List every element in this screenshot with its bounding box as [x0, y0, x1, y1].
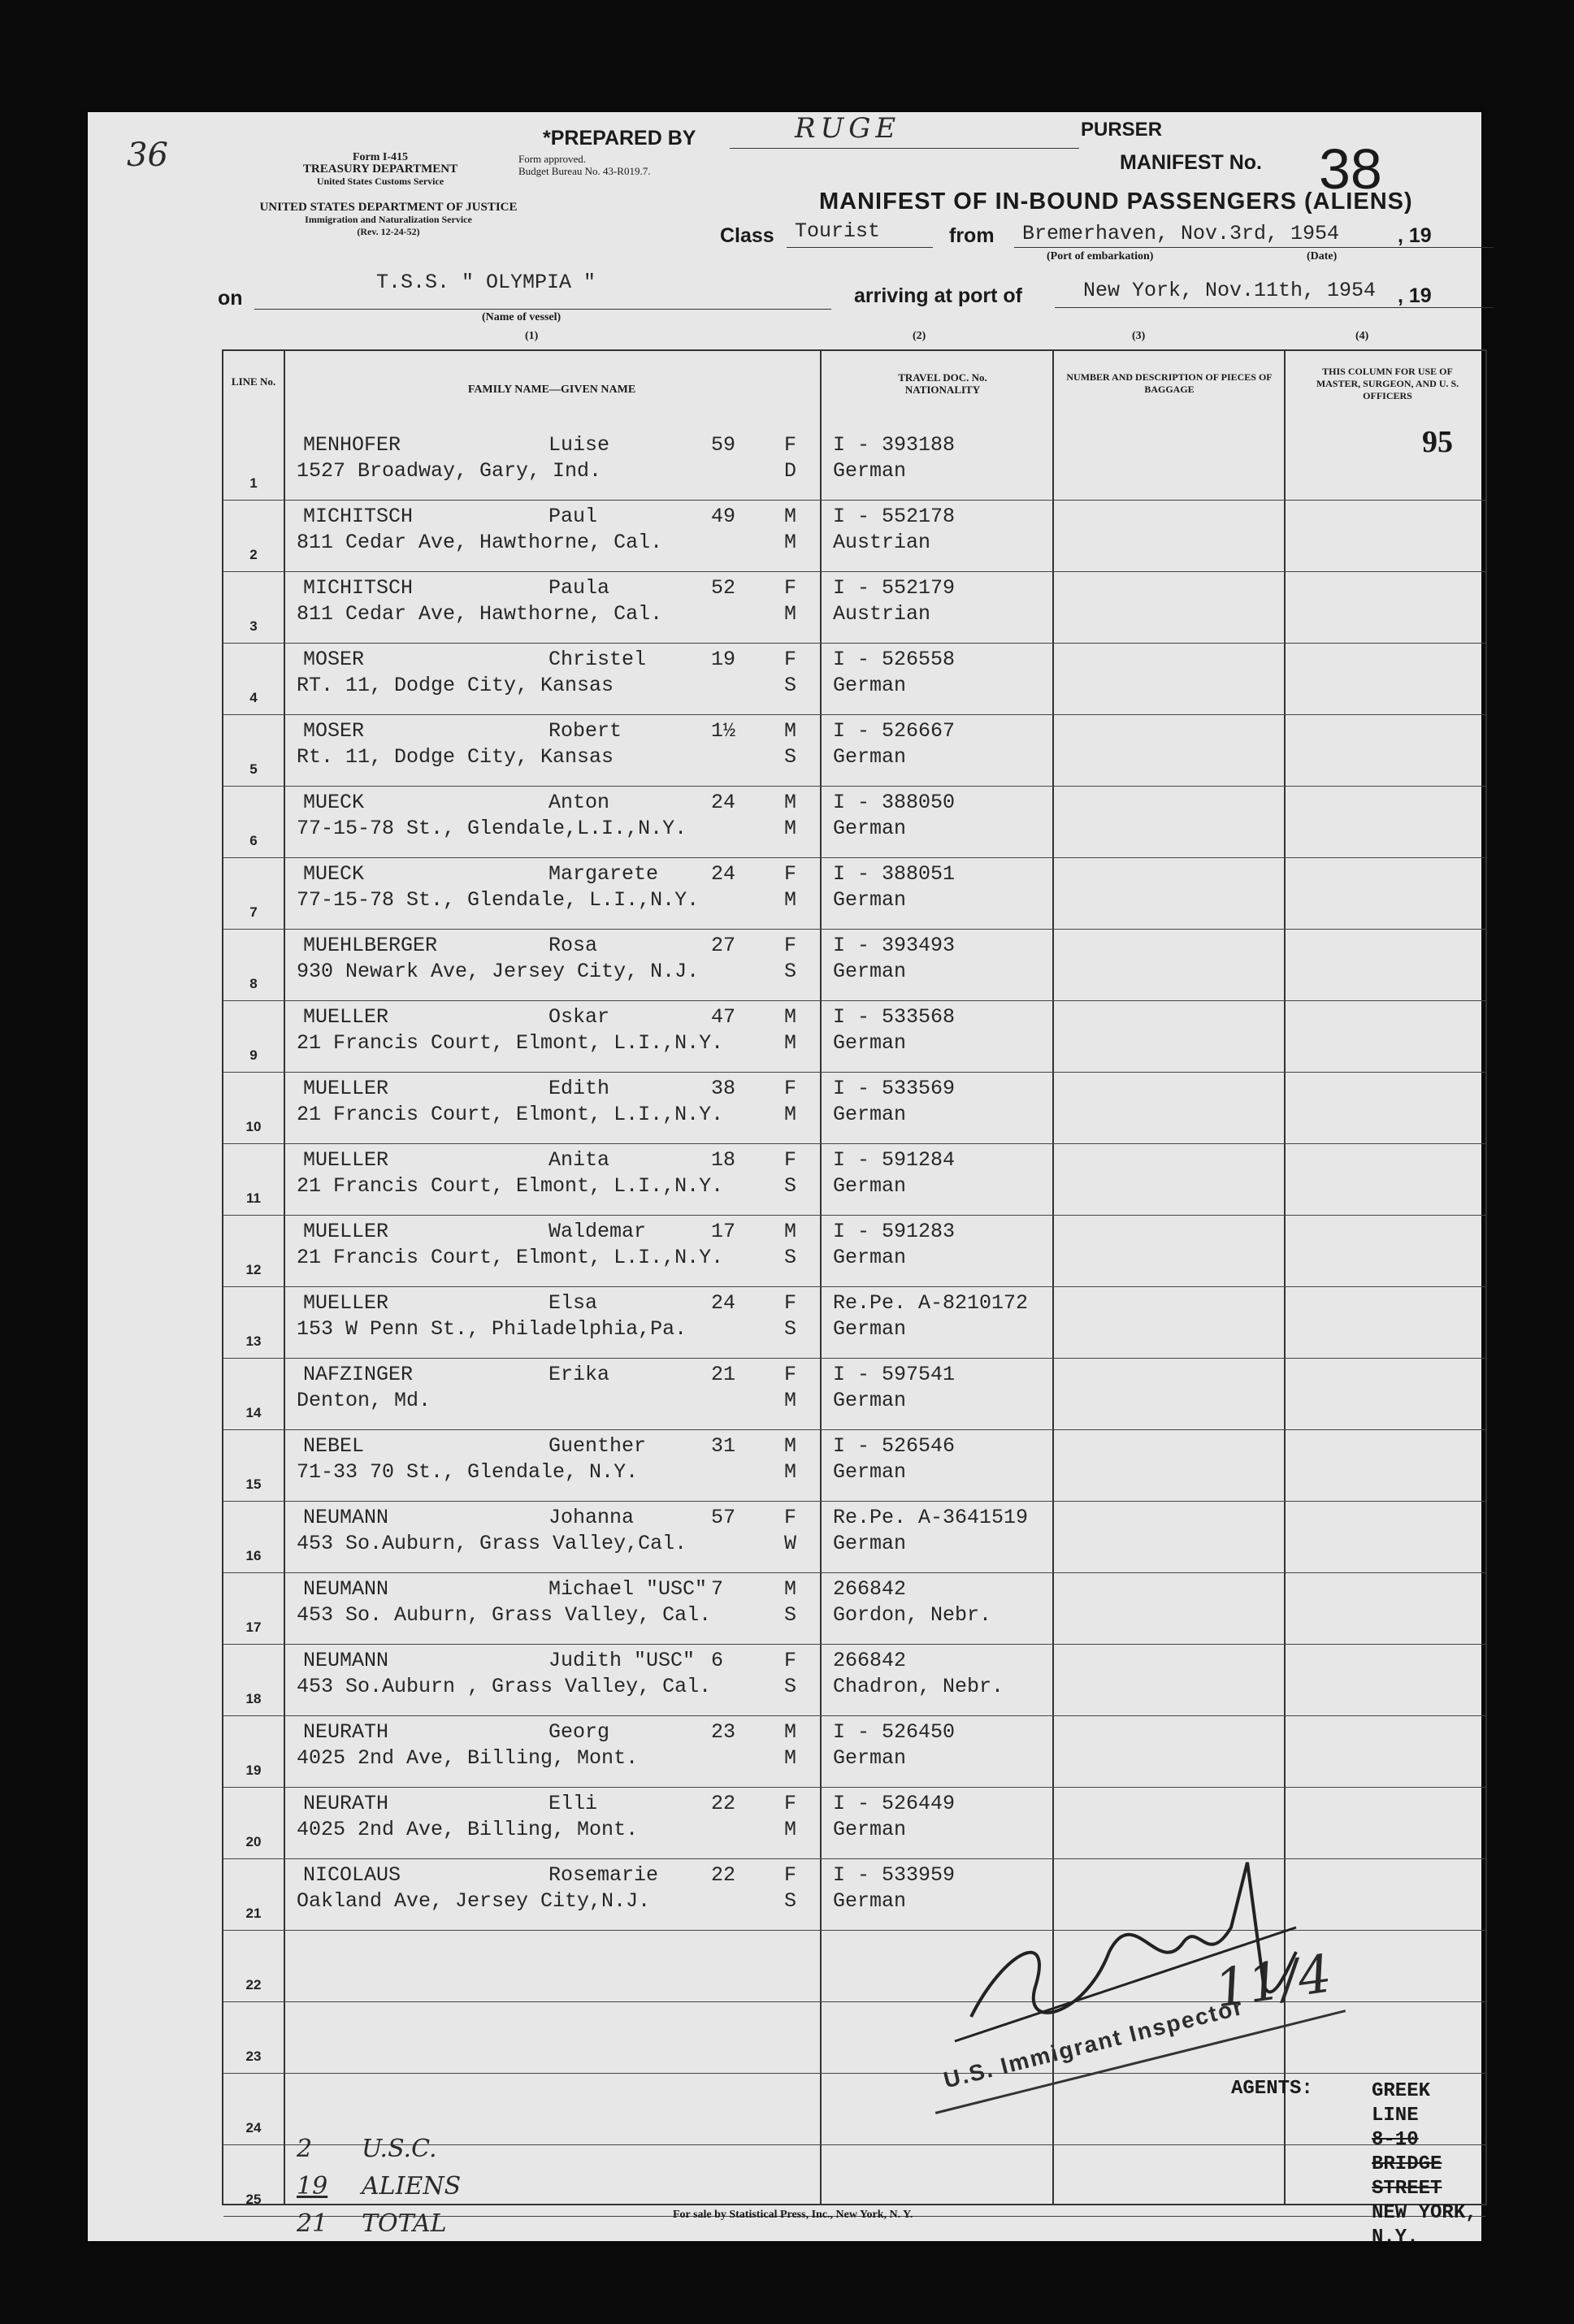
marital-status: S — [784, 1246, 797, 1269]
age: 21 — [711, 1363, 736, 1386]
sex: M — [784, 1005, 797, 1029]
marital-status: M — [784, 602, 797, 626]
tally-block: 2 U.S.C. 19 ALIENS 21 TOTAL — [297, 2135, 462, 2238]
age: 22 — [711, 1863, 736, 1887]
line-number: 10 — [245, 1119, 262, 1134]
marital-status: M — [784, 1389, 797, 1412]
travel-doc: I - 533568 — [833, 1005, 956, 1029]
address: RT. 11, Dodge City, Kansas — [297, 674, 614, 697]
marital-status: M — [784, 1746, 797, 1770]
line-number: 8 — [249, 976, 258, 991]
year-suffix-2: , 19 — [1398, 284, 1432, 307]
family-name: MUELLER — [303, 1148, 389, 1172]
line-number: 18 — [245, 1691, 262, 1706]
marital-status: S — [784, 674, 797, 697]
marital-status: M — [784, 1103, 797, 1126]
age: 52 — [711, 576, 736, 600]
table-row — [223, 643, 1485, 714]
nationality: German — [833, 888, 907, 912]
travel-doc: I - 597541 — [833, 1363, 956, 1386]
line-number: 17 — [245, 1619, 262, 1635]
sex: M — [784, 1434, 797, 1458]
marital-status: S — [784, 1889, 797, 1913]
nationality: German — [833, 960, 907, 983]
manifest-no-value: 38 — [1319, 137, 1382, 201]
marital-status: S — [784, 745, 797, 769]
nationality: German — [833, 1389, 907, 1412]
address: 811 Cedar Ave, Hawthorne, Cal. — [297, 602, 663, 626]
nationality: German — [833, 1103, 907, 1126]
sex: M — [784, 1577, 797, 1601]
family-name: NAFZINGER — [303, 1363, 414, 1386]
line-number: 20 — [245, 1834, 262, 1849]
port-caption: (Port of embarkation) — [1047, 250, 1154, 262]
given-name: Judith "USC" — [549, 1649, 696, 1672]
marital-status: S — [784, 960, 797, 983]
family-name: NEUMANN — [303, 1577, 389, 1601]
given-name: Erika — [549, 1363, 610, 1386]
nationality: German — [833, 1031, 907, 1055]
family-name: MUELLER — [303, 1005, 389, 1029]
age: 17 — [711, 1220, 736, 1243]
col-header-line-no: LINE No. — [231, 375, 276, 388]
given-name: Robert — [549, 719, 622, 743]
table-row — [223, 1072, 1485, 1143]
address: 4025 2nd Ave, Billing, Mont. — [297, 1818, 639, 1841]
marital-status: S — [784, 1174, 797, 1198]
family-name: NEUMANN — [303, 1506, 389, 1529]
marital-status: M — [784, 817, 797, 840]
given-name: Johanna — [549, 1506, 635, 1529]
family-name: MENHOFER — [303, 433, 401, 457]
class-value: Tourist — [795, 219, 881, 243]
given-name: Rosa — [549, 934, 598, 957]
nationality: Chadron, Nebr. — [833, 1675, 1004, 1698]
from-value: Bremerhaven, Nov.3rd, 1954 — [1022, 222, 1340, 245]
inspector-stamp: U.S. Immigrant Inspector — [921, 1954, 1346, 2114]
corner-mark: 36 — [127, 137, 168, 174]
family-name: MICHITSCH — [303, 505, 414, 528]
travel-doc: I - 591283 — [833, 1220, 956, 1243]
address: 77-15-78 St., Glendale,L.I.,N.Y. — [297, 817, 687, 840]
line-number: 23 — [245, 2049, 262, 2064]
col-num-1: (1) — [525, 330, 539, 342]
sex: F — [784, 1291, 797, 1315]
line-number: 3 — [249, 618, 258, 634]
marital-status: M — [784, 888, 797, 912]
age: 24 — [711, 1291, 736, 1315]
sex: F — [784, 862, 797, 886]
vessel-caption: (Name of vessel) — [482, 311, 562, 323]
table-row — [223, 1787, 1485, 1858]
prepared-by-value: RUGE — [795, 112, 901, 145]
sex: F — [784, 1863, 797, 1887]
address: Denton, Md. — [297, 1389, 431, 1412]
table-row — [223, 571, 1485, 643]
given-name: Rosemarie — [549, 1863, 659, 1887]
col-num-4: (4) — [1355, 330, 1369, 342]
sex: F — [784, 576, 797, 600]
nationality: Gordon, Nebr. — [833, 1603, 992, 1627]
travel-doc: I - 526546 — [833, 1434, 956, 1458]
nationality: Austrian — [833, 602, 931, 626]
col-header-name: FAMILY NAME—GIVEN NAME — [467, 384, 636, 396]
table-row — [223, 714, 1485, 786]
nationality: German — [833, 674, 907, 697]
age: 49 — [711, 505, 736, 528]
sex: F — [784, 1649, 797, 1672]
form-block: Form I-415 TREASURY DEPARTMENT United States Customs Service — [302, 151, 458, 187]
marital-status: D — [784, 459, 797, 483]
travel-doc: I - 388050 — [833, 791, 956, 814]
age: 59 — [711, 433, 736, 457]
marital-status: M — [784, 531, 797, 554]
line-number: 5 — [249, 761, 258, 777]
given-name: Christel — [549, 648, 647, 671]
inspector-signature — [939, 1854, 1304, 2066]
address: Rt. 11, Dodge City, Kansas — [297, 745, 614, 769]
col-header-official: THIS COLUMN FOR USE OF MASTER, SURGEON, AND U. S. OFFICERS — [1316, 366, 1459, 401]
family-name: MUELLER — [303, 1077, 389, 1100]
address: 4025 2nd Ave, Billing, Mont. — [297, 1746, 639, 1770]
address: 21 Francis Court, Elmont, L.I.,N.Y. — [297, 1246, 724, 1269]
from-label: from — [949, 224, 995, 247]
travel-doc: Re.Pe. A-3641519 — [833, 1506, 1029, 1529]
marital-status: S — [784, 1675, 797, 1698]
table-row — [223, 1501, 1485, 1572]
class-label: Class — [720, 224, 774, 247]
line-number: 19 — [245, 1763, 262, 1778]
family-name: NEUMANN — [303, 1649, 389, 1672]
line-number: 11 — [246, 1190, 261, 1206]
sex: F — [784, 433, 797, 457]
travel-doc: I - 526667 — [833, 719, 956, 743]
given-name: Guenther — [549, 1434, 647, 1458]
table-row — [223, 857, 1485, 929]
table-row — [223, 786, 1485, 857]
line-number: 1 — [249, 475, 258, 491]
family-name: MUECK — [303, 862, 365, 886]
address: 453 So.Auburn, Grass Valley,Cal. — [297, 1532, 687, 1555]
travel-doc: I - 393493 — [833, 934, 956, 957]
table-row — [223, 1143, 1485, 1215]
family-name: NEURATH — [303, 1720, 389, 1744]
sex: F — [784, 1363, 797, 1386]
form-approved: Form approved. Budget Bureau No. 43-R019.7. — [518, 153, 651, 177]
age: 24 — [711, 791, 736, 814]
age: 27 — [711, 934, 736, 957]
travel-doc: 266842 — [833, 1577, 907, 1601]
line-number: 24 — [245, 2120, 262, 2135]
age: 38 — [711, 1077, 736, 1100]
family-name: MUECK — [303, 791, 365, 814]
line-number: 2 — [249, 547, 258, 562]
sex: M — [784, 1220, 797, 1243]
line-number: 12 — [245, 1262, 262, 1277]
marital-status: M — [784, 1818, 797, 1841]
given-name: Elsa — [549, 1291, 598, 1315]
given-name: Waldemar — [549, 1220, 647, 1243]
travel-doc: I - 526450 — [833, 1720, 956, 1744]
address: Oakland Ave, Jersey City,N.J. — [297, 1889, 651, 1913]
date-caption: (Date) — [1307, 250, 1338, 262]
travel-doc: Re.Pe. A-8210172 — [833, 1291, 1029, 1315]
marital-status: W — [784, 1532, 797, 1555]
age: 31 — [711, 1434, 736, 1458]
line-number: 6 — [249, 833, 258, 848]
sex: M — [784, 505, 797, 528]
table-row — [223, 1572, 1485, 1644]
sex: M — [784, 719, 797, 743]
manifest-title: MANIFEST OF IN-BOUND PASSENGERS (ALIENS) — [819, 189, 1413, 215]
given-name: Oskar — [549, 1005, 610, 1029]
age: 7 — [711, 1577, 724, 1601]
col-header-travel-doc: TRAVEL DOC. No. NATIONALITY — [898, 371, 987, 396]
line-number: 25 — [245, 2192, 262, 2207]
table-row — [223, 1000, 1485, 1072]
family-name: MUELLER — [303, 1291, 389, 1315]
nationality: German — [833, 745, 907, 769]
agents-address: GREEK LINE 8-10 BRIDGE STREET NEW YORK, N.Y. — [1372, 2080, 1477, 2248]
inspector-date: 11/4 — [1211, 1944, 1336, 2020]
marital-status: M — [784, 1460, 797, 1484]
travel-doc: I - 393188 — [833, 433, 956, 457]
address: 21 Francis Court, Elmont, L.I.,N.Y. — [297, 1174, 724, 1198]
col-num-2: (2) — [913, 330, 926, 342]
arriving-value: New York, Nov.11th, 1954 — [1083, 279, 1377, 302]
given-name: Paul — [549, 505, 598, 528]
footer: For sale by Statistical Press, Inc., New York, N. Y. — [673, 2209, 913, 2221]
given-name: Edith — [549, 1077, 610, 1100]
nationality: German — [833, 1460, 907, 1484]
line-number: 7 — [249, 904, 258, 920]
given-name: Luise — [549, 433, 610, 457]
on-label: on — [218, 287, 243, 310]
prepared-by-label: *PREPARED BY — [543, 127, 696, 150]
given-name: Georg — [549, 1720, 610, 1744]
travel-doc: I - 533959 — [833, 1863, 956, 1887]
sex: F — [784, 1077, 797, 1100]
given-name: Paula — [549, 576, 610, 600]
address: 77-15-78 St., Glendale, L.I.,N.Y. — [297, 888, 700, 912]
age: 18 — [711, 1148, 736, 1172]
arriving-label: arriving at port of — [854, 284, 1022, 307]
address: 21 Francis Court, Elmont, L.I.,N.Y. — [297, 1103, 724, 1126]
address: 21 Francis Court, Elmont, L.I.,N.Y. — [297, 1031, 724, 1055]
line-number: 14 — [245, 1405, 262, 1420]
sex: F — [784, 648, 797, 671]
travel-doc: 266842 — [833, 1649, 907, 1672]
nationality: German — [833, 459, 907, 483]
travel-doc: I - 526558 — [833, 648, 956, 671]
agents-label: AGENTS: — [1231, 2078, 1313, 2100]
age: 24 — [711, 862, 736, 886]
family-name: MOSER — [303, 719, 365, 743]
vessel-value: T.S.S. " OLYMPIA " — [376, 271, 596, 294]
travel-doc: I - 591284 — [833, 1148, 956, 1172]
table-row — [223, 929, 1485, 1000]
nationality: Austrian — [833, 531, 931, 554]
nationality: German — [833, 817, 907, 840]
family-name: MOSER — [303, 648, 365, 671]
sex: F — [784, 934, 797, 957]
line-number: 4 — [249, 690, 258, 705]
travel-doc: I - 526449 — [833, 1792, 956, 1815]
manifest-page — [88, 112, 1481, 2248]
year-suffix-1: , 19 — [1398, 224, 1432, 247]
family-name: MICHITSCH — [303, 576, 414, 600]
marital-status: S — [784, 1603, 797, 1627]
address: 930 Newark Ave, Jersey City, N.J. — [297, 960, 700, 983]
address: 1527 Broadway, Gary, Ind. — [297, 459, 602, 483]
age: 47 — [711, 1005, 736, 1029]
marital-status: S — [784, 1317, 797, 1341]
given-name: Michael "USC" — [549, 1577, 708, 1601]
travel-doc: I - 388051 — [833, 862, 956, 886]
address: 811 Cedar Ave, Hawthorne, Cal. — [297, 531, 663, 554]
given-name: Anton — [549, 791, 610, 814]
travel-doc: I - 533569 — [833, 1077, 956, 1100]
given-name: Anita — [549, 1148, 610, 1172]
address: 153 W Penn St., Philadelphia,Pa. — [297, 1317, 687, 1341]
nationality: German — [833, 1174, 907, 1198]
table-row — [223, 1644, 1485, 1715]
table-row — [223, 1715, 1485, 1787]
family-name: MUEHLBERGER — [303, 934, 438, 957]
line-number: 13 — [245, 1333, 262, 1349]
age: 57 — [711, 1506, 736, 1529]
age: 6 — [711, 1649, 724, 1672]
line-number: 15 — [245, 1476, 262, 1492]
line-number: 21 — [245, 1906, 262, 1921]
family-name: NEURATH — [303, 1792, 389, 1815]
family-name: NICOLAUS — [303, 1863, 401, 1887]
purser-label: PURSER — [1081, 119, 1163, 141]
col-header-baggage: NUMBER AND DESCRIPTION OF PIECES OF BAGGAGE — [1066, 371, 1273, 395]
given-name: Margarete — [549, 862, 659, 886]
given-name: Elli — [549, 1792, 598, 1815]
sex: M — [784, 1720, 797, 1744]
nationality: German — [833, 1317, 907, 1341]
table-row — [223, 1358, 1485, 1429]
nationality: German — [833, 1532, 907, 1555]
table-row — [223, 428, 1485, 500]
travel-doc: I - 552179 — [833, 576, 956, 600]
family-name: MUELLER — [303, 1220, 389, 1243]
address: 453 So. Auburn, Grass Valley, Cal. — [297, 1603, 712, 1627]
sex: F — [784, 1792, 797, 1815]
sex: F — [784, 1506, 797, 1529]
nationality: German — [833, 1818, 907, 1841]
table-row — [223, 500, 1485, 571]
age: 1½ — [711, 719, 736, 743]
age: 23 — [711, 1720, 736, 1744]
family-name: NEBEL — [303, 1434, 365, 1458]
travel-doc: I - 552178 — [833, 505, 956, 528]
table-row — [223, 1215, 1485, 1286]
address: 453 So.Auburn , Grass Valley, Cal. — [297, 1675, 712, 1698]
line-number: 9 — [249, 1047, 258, 1063]
nationality: German — [833, 1746, 907, 1770]
table-row — [223, 1429, 1485, 1501]
official-mark: 95 — [1422, 425, 1453, 459]
line-number: 16 — [245, 1548, 262, 1563]
sex: F — [784, 1148, 797, 1172]
table-row — [223, 1286, 1485, 1358]
justice-block: UNITED STATES DEPARTMENT OF JUSTICE Immigration and Naturalization Service (Rev. 12-24-52) — [259, 201, 518, 237]
nationality: German — [833, 1889, 907, 1913]
marital-status: M — [784, 1031, 797, 1055]
manifest-no-label: MANIFEST No. — [1120, 151, 1262, 174]
col-num-3: (3) — [1132, 330, 1146, 342]
sex: M — [784, 791, 797, 814]
age: 22 — [711, 1792, 736, 1815]
age: 19 — [711, 648, 736, 671]
nationality: German — [833, 1246, 907, 1269]
line-number: 22 — [245, 1977, 262, 1992]
address: 71-33 70 St., Glendale, N.Y. — [297, 1460, 639, 1484]
